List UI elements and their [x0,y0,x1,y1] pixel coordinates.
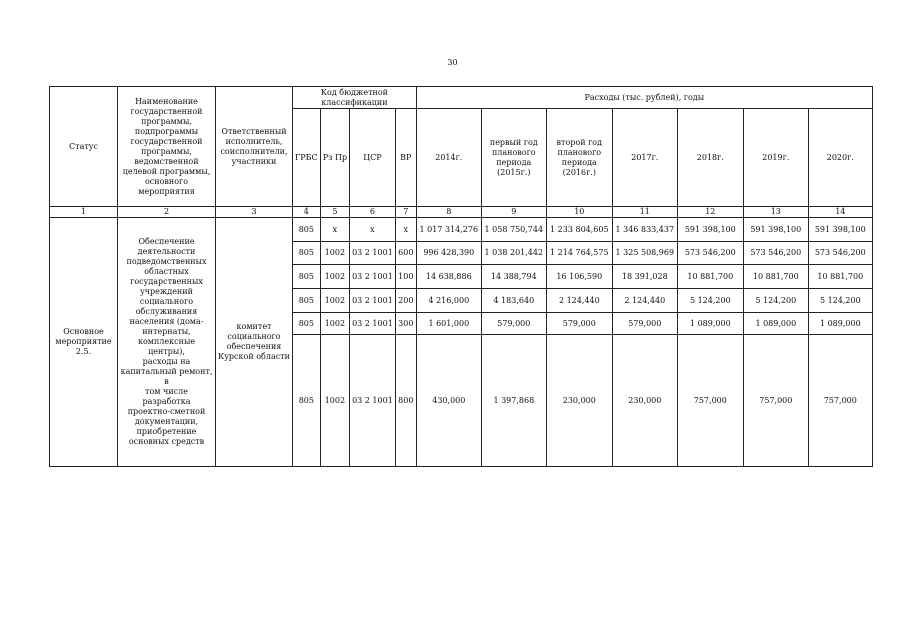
col-num: 5 [320,207,349,218]
cell-2016: 1 214 764,575 [546,242,612,265]
cell-csr: 03 2 1001 [350,242,396,265]
col-num: 4 [293,207,321,218]
cell-2014: 996 428,390 [416,242,481,265]
header-status: Статус [50,87,118,207]
header-name: Наименование государственной программы, подпрограммы государственной программы, ведомственной целевой программы, основного мероприятия [118,87,216,207]
cell-csr: х [350,218,396,242]
cell-2016: 230,000 [546,335,612,467]
cell-2016: 1 233 804,605 [546,218,612,242]
cell-2018: 10 881,700 [677,265,743,289]
cell-2020: 5 124,200 [808,289,872,313]
cell-2018: 5 124,200 [677,289,743,313]
cell-2017: 1 325 508,969 [612,242,677,265]
cell-vr: х [395,218,416,242]
cell-2015: 579,000 [481,313,546,335]
cell-csr: 03 2 1001 [350,289,396,313]
cell-grbs: 805 [293,242,321,265]
col-num: 13 [743,207,808,218]
col-num: 9 [481,207,546,218]
col-num: 2 [118,207,216,218]
cell-2017: 230,000 [612,335,677,467]
cell-2017: 579,000 [612,313,677,335]
cell-2016: 2 124,440 [546,289,612,313]
cell-vr: 300 [395,313,416,335]
header-year-2017: 2017г. [612,109,677,207]
header-vr: ВР [395,109,416,207]
header-year-2019: 2019г. [743,109,808,207]
column-numbers-row [50,207,873,218]
cell-vr: 200 [395,289,416,313]
header-rzpr: Рз Пр [320,109,349,207]
col-num: 6 [350,207,396,218]
cell-2017: 1 346 833,437 [612,218,677,242]
table-row [50,218,873,242]
executor-cell: комитет социального обеспечения Курской области [216,218,293,467]
budget-table [49,86,873,467]
cell-2018: 573 546,200 [677,242,743,265]
col-num: 14 [808,207,872,218]
col-num: 3 [216,207,293,218]
status-cell: Основное мероприятие 2.5. [50,218,118,467]
header-year-2016: второй год планового периода (2016г.) [546,109,612,207]
cell-2015: 4 183,640 [481,289,546,313]
col-num: 7 [395,207,416,218]
cell-grbs: 805 [293,289,321,313]
cell-vr: 100 [395,265,416,289]
cell-grbs: 805 [293,335,321,467]
cell-2016: 579,000 [546,313,612,335]
cell-2018: 591 398,100 [677,218,743,242]
cell-2014: 4 216,000 [416,289,481,313]
cell-2020: 1 089,000 [808,313,872,335]
header-executor: Ответственный исполнитель, соисполнители, участники [216,87,293,207]
cell-grbs: 805 [293,265,321,289]
cell-rzpr: 1002 [320,242,349,265]
header-year-2020: 2020г. [808,109,872,207]
col-num: 11 [612,207,677,218]
cell-2015: 1 058 750,744 [481,218,546,242]
cell-rzpr: 1002 [320,265,349,289]
cell-vr: 800 [395,335,416,467]
header-year-2014: 2014г. [416,109,481,207]
cell-grbs: 805 [293,218,321,242]
cell-2018: 1 089,000 [677,313,743,335]
cell-2018: 757,000 [677,335,743,467]
cell-2017: 18 391,028 [612,265,677,289]
header-year-2015: первый год планового периода (2015г.) [481,109,546,207]
cell-csr: 03 2 1001 [350,335,396,467]
cell-rzpr: 1002 [320,289,349,313]
cell-2020: 573 546,200 [808,242,872,265]
header-csr: ЦСР [350,109,396,207]
header-expenses: Расходы (тыс. рублей), годы [416,87,872,109]
col-num: 1 [50,207,118,218]
cell-2017: 2 124,440 [612,289,677,313]
cell-csr: 03 2 1001 [350,313,396,335]
cell-2016: 16 106,590 [546,265,612,289]
cell-2019: 573 546,200 [743,242,808,265]
cell-2014: 1 017 314,276 [416,218,481,242]
cell-grbs: 805 [293,313,321,335]
page-number: 30 [447,58,458,67]
cell-2015: 1 397,868 [481,335,546,467]
cell-2014: 1 601,000 [416,313,481,335]
cell-rzpr: 1002 [320,313,349,335]
cell-2020: 591 398,100 [808,218,872,242]
cell-2019: 591 398,100 [743,218,808,242]
header-row-1 [50,87,873,109]
cell-2020: 10 881,700 [808,265,872,289]
col-num: 12 [677,207,743,218]
cell-2019: 1 089,000 [743,313,808,335]
col-num: 8 [416,207,481,218]
col-num: 10 [546,207,612,218]
cell-2020: 757,000 [808,335,872,467]
header-budget-code: Код бюджетной классификации [293,87,417,109]
cell-2015: 14 388,794 [481,265,546,289]
cell-csr: 03 2 1001 [350,265,396,289]
header-grbs: ГРБС [293,109,321,207]
cell-2019: 10 881,700 [743,265,808,289]
header-year-2018: 2018г. [677,109,743,207]
cell-vr: 600 [395,242,416,265]
cell-2015: 1 038 201,442 [481,242,546,265]
name-cell: Обеспечение деятельности подведомственных областных государственных учреждений социального обслуживания населения (дома- интернаты, комплексные центры), расходы на капитальный ремонт, в том числе разработка проектно-сметной документации, приобретение основных средств [118,218,216,467]
cell-rzpr: х [320,218,349,242]
cell-2014: 430,000 [416,335,481,467]
cell-2019: 5 124,200 [743,289,808,313]
cell-rzpr: 1002 [320,335,349,467]
cell-2014: 14 638,886 [416,265,481,289]
cell-2019: 757,000 [743,335,808,467]
